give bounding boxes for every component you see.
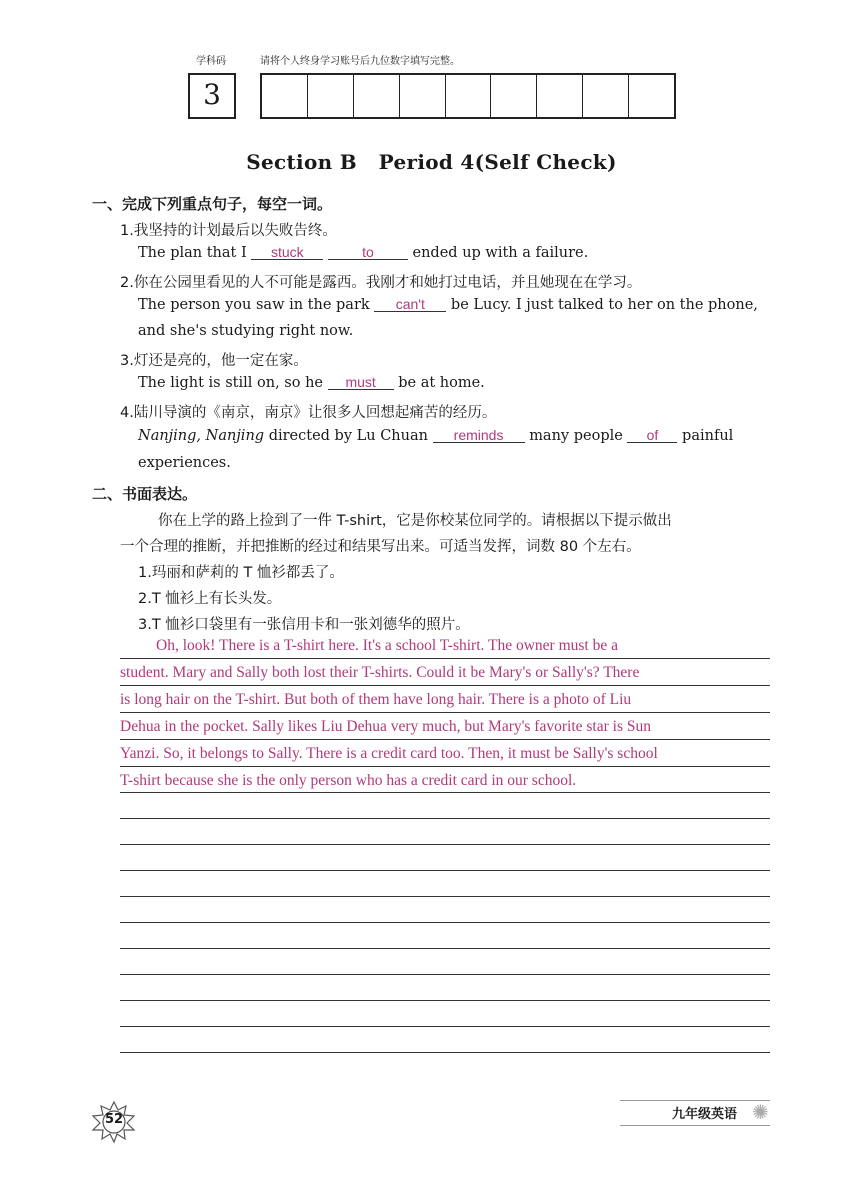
writing-rule[interactable]: [120, 844, 770, 845]
q2-text-a: The person you saw in the park: [138, 297, 370, 313]
q3-text-b: be at home.: [398, 375, 485, 391]
answer-line-4: Dehua in the pocket. Sally likes Liu Dehua very much, but Mary's favorite star is Sun: [120, 718, 651, 735]
hint-2: 2.T 恤衫上有长头发。: [138, 591, 282, 607]
part2-prompt-line1: 你在上学的路上捡到了一件 T-shirt，它是你校某位同学的。请根据以下提示做出: [158, 513, 672, 529]
q3-blank-1[interactable]: must: [328, 375, 394, 390]
q1-english: [138, 245, 588, 261]
q1-chinese: 1.我坚持的计划最后以失败告终。: [120, 223, 337, 239]
part1-heading: 一、完成下列重点句子，每空一词。: [92, 195, 333, 213]
q4-text-b: many people: [529, 428, 623, 444]
writing-rule[interactable]: [120, 1052, 770, 1053]
digit-cell[interactable]: [446, 75, 492, 117]
writing-rule: [120, 739, 770, 740]
answer-line-6: T-shirt because she is the only person who has a credit card in our school.: [120, 772, 577, 789]
q1-blank-2[interactable]: to: [328, 245, 408, 260]
digit-cell[interactable]: [308, 75, 354, 117]
q2-text-b: be Lucy. I just talked to her on the phone,: [450, 297, 758, 313]
writing-rule[interactable]: [120, 948, 770, 949]
writing-rule[interactable]: [120, 818, 770, 819]
subject-code-digit: 3: [203, 78, 221, 111]
account-instruction: 请将个人终身学习账号后九位数字填写完整。: [260, 56, 460, 67]
digit-cell[interactable]: [400, 75, 446, 117]
q2-blank-1[interactable]: can't: [374, 297, 446, 312]
answer-line-2: student. Mary and Sally both lost their T-shirts. Could it be Mary's or Sally's? There: [120, 664, 640, 681]
q3-chinese: 3.灯还是亮的，他一定在家。: [120, 353, 308, 369]
writing-rule[interactable]: [120, 870, 770, 871]
writing-rule: [120, 685, 770, 686]
book-title: 九年级英语: [672, 1107, 738, 1122]
sun-ornament-icon: ✺: [752, 1100, 769, 1124]
q3-english: [138, 375, 485, 391]
digit-cell[interactable]: [583, 75, 629, 117]
digit-cell[interactable]: [354, 75, 400, 117]
q4-english-cont: experiences.: [138, 455, 231, 471]
writing-rule[interactable]: [120, 974, 770, 975]
digit-cell[interactable]: [537, 75, 583, 117]
subject-code-label: 学科码: [196, 56, 226, 67]
part2-heading: 二、书面表达。: [92, 485, 198, 503]
writing-rule[interactable]: [120, 1000, 770, 1001]
writing-rule: [120, 792, 770, 793]
page-title: Section B Period 4(Self Check): [246, 150, 617, 174]
page-number: 52: [104, 1112, 124, 1127]
answer-line-3: is long hair on the T-shirt. But both of them have long hair. There is a photo of Liu: [120, 691, 632, 708]
q2-chinese: 2.你在公园里看见的人不可能是露西。我刚才和她打过电话，并且她现在在学习。: [120, 275, 642, 291]
q3-text-a: The light is still on, so he: [138, 375, 323, 391]
subject-code-box: [188, 73, 236, 119]
writing-rule[interactable]: [120, 1026, 770, 1027]
digit-cell[interactable]: [629, 75, 674, 117]
digit-cell[interactable]: [262, 75, 308, 117]
q4-chinese: 4.陆川导演的《南京，南京》让很多人回想起痛苦的经历。: [120, 405, 497, 421]
account-digit-boxes[interactable]: [260, 73, 676, 119]
q4-text-a: directed by Lu Chuan: [268, 428, 428, 444]
q2-english-cont: and she's studying right now.: [138, 323, 354, 339]
writing-rule: [120, 766, 770, 767]
answer-line-1: Oh, look! There is a T-shirt here. It's a school T-shirt. The owner must be a: [156, 637, 618, 654]
q1-blank-1[interactable]: stuck: [251, 245, 323, 260]
writing-rule[interactable]: [120, 922, 770, 923]
part2-prompt-line2: 一个合理的推断，并把推断的经过和结果写出来。可适当发挥，词数 80 个左右。: [120, 539, 641, 555]
q1-text-b: ended up with a failure.: [412, 245, 589, 261]
q4-english: [138, 428, 733, 444]
digit-cell[interactable]: [491, 75, 537, 117]
page-number-badge: [88, 1098, 140, 1144]
answer-line-5: Yanzi. So, it belongs to Sally. There is a credit card too. Then, it must be Sally's school: [120, 745, 658, 762]
q4-blank-2[interactable]: of: [627, 428, 677, 443]
hint-1: 1.玛丽和萨莉的 T 恤衫都丢了。: [138, 565, 344, 581]
q4-text-c: painful: [682, 428, 734, 444]
q4-blank-1[interactable]: reminds: [433, 428, 525, 443]
hint-3: 3.T 恤衫口袋里有一张信用卡和一张刘德华的照片。: [138, 617, 470, 633]
writing-rule: [120, 712, 770, 713]
q4-film-title: Nanjing, Nanjing: [138, 428, 265, 444]
q1-text-a: The plan that I: [138, 245, 247, 261]
writing-rule: [120, 658, 770, 659]
writing-rule[interactable]: [120, 896, 770, 897]
q2-english: [138, 297, 758, 313]
